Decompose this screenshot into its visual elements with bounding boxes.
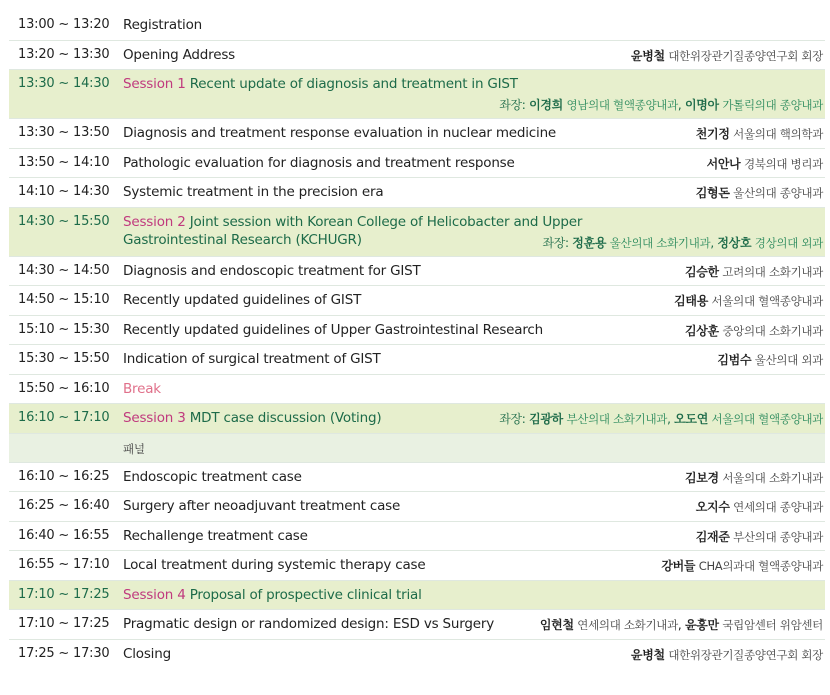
- speaker-name: 서안나: [706, 156, 741, 171]
- session-header: [9, 208, 825, 257]
- speaker-name: 김상훈: [684, 323, 719, 338]
- speaker-name: 김재준: [695, 529, 730, 544]
- program-row: [9, 316, 825, 346]
- chair-name: 오도연: [674, 412, 709, 426]
- program-row: [9, 610, 825, 640]
- time-slot: 17:25 ~ 17:30: [18, 645, 110, 661]
- session-title: Session 1 Recent update of diagnosis and treatment in GIST: [123, 76, 518, 92]
- program-row: [9, 492, 825, 522]
- speaker-affiliation: 울산의대 종양내과: [733, 186, 823, 200]
- speaker: [674, 292, 823, 309]
- item-title: Surgery after neoadjuvant treatment case: [123, 498, 401, 514]
- speaker-affiliation: 연세의대 종양내과: [733, 500, 823, 514]
- time-slot: 13:20 ~ 13:30: [18, 46, 110, 62]
- speaker-affiliation: 서울의대 핵의학과: [733, 127, 823, 141]
- speaker-name: 김태용: [674, 294, 709, 308]
- session-header: [9, 70, 825, 119]
- time-slot: 13:50 ~ 14:10: [18, 154, 110, 170]
- speaker-name: 윤홍만: [684, 618, 719, 632]
- speaker-affiliation: 울산의대 외과: [754, 353, 823, 367]
- program-row: [9, 11, 825, 41]
- time-slot: 16:55 ~ 17:10: [18, 557, 110, 572]
- speaker: [696, 498, 823, 515]
- item-title: Pragmatic design or randomized design: ESD vs Surgery: [123, 616, 494, 632]
- item-title: Indication of surgical treatment of GIST: [123, 351, 381, 367]
- time-slot: 13:30 ~ 14:30: [18, 76, 110, 91]
- item-title: Diagnosis and treatment response evaluation in nuclear medicine: [123, 125, 557, 141]
- item-title: Endoscopic treatment case: [123, 468, 302, 485]
- speaker: 임현철 연세의대 소화기내과, 윤홍만 국립암센터 위암센터: [539, 618, 823, 632]
- speaker: [685, 322, 823, 339]
- chair-name: 이명아: [684, 98, 719, 112]
- chair-affiliation: 가톨릭의대 종양내과: [722, 98, 823, 112]
- chairs: 좌장: 김광하 부산의대 소화기내과, 오도연 서울의대 혈액종양내과: [499, 412, 823, 426]
- program-row: [9, 149, 825, 179]
- panel-label: 패널: [123, 441, 145, 456]
- chair-name: 김광하: [529, 412, 563, 426]
- session-header: [9, 404, 825, 434]
- speaker-affiliation: 중앙의대 소화기내과: [722, 323, 823, 338]
- speaker-affiliation: 서울의대 혈액종양내과: [711, 294, 823, 308]
- speaker: [685, 469, 823, 486]
- speaker: [661, 557, 823, 574]
- speaker: [696, 184, 823, 201]
- program-row: [9, 551, 825, 581]
- speaker: [685, 263, 823, 280]
- item-title: Recently updated guidelines of Upper Gastrointestinal Research: [123, 321, 543, 338]
- chair-name: 이경희: [529, 98, 563, 112]
- session-label: Session 1: [123, 76, 186, 92]
- time-slot: 14:50 ~ 15:10: [18, 292, 110, 307]
- time-slot: 13:30 ~ 13:50: [18, 125, 110, 140]
- speaker: [696, 528, 823, 545]
- speaker: [696, 125, 823, 142]
- speaker-affiliation: 대한위장관기질종양연구회 회장: [668, 647, 823, 662]
- program-row: [9, 375, 825, 405]
- speaker: [717, 351, 823, 368]
- time-slot: 16:10 ~ 16:25: [18, 468, 110, 484]
- time-slot: 14:10 ~ 14:30: [18, 184, 110, 199]
- chair-name: 정훈용: [572, 235, 607, 250]
- speaker-name: 김형돈: [695, 186, 730, 200]
- speaker-name: 윤병철: [630, 48, 665, 63]
- program-row: [9, 286, 825, 316]
- speaker-name: 김보경: [684, 470, 719, 485]
- speaker-name: 김승한: [684, 264, 719, 279]
- speaker-name: 천기정: [695, 127, 730, 141]
- item-title: Registration: [123, 17, 203, 33]
- session-label: Session 3: [123, 410, 186, 426]
- chairs: 좌장: 이경희 영남의대 혈액종양내과, 이명아 가톨릭의대 종양내과: [499, 98, 823, 112]
- chair-affiliation: 서울의대 혈액종양내과: [711, 412, 823, 426]
- chair-name: 정상호: [717, 235, 752, 250]
- time-slot: 13:00 ~ 13:20: [18, 17, 110, 32]
- time-slot: 15:10 ~ 15:30: [18, 321, 110, 337]
- session-title: Session 4 Proposal of prospective clinical trial: [123, 586, 422, 603]
- time-slot: 16:25 ~ 16:40: [18, 498, 110, 513]
- speaker-name: 윤병철: [630, 647, 665, 662]
- speaker-affiliation: 고려의대 소화기내과: [722, 264, 823, 279]
- speaker: [707, 155, 823, 172]
- panel-row: [9, 434, 825, 463]
- program-row: [9, 41, 825, 71]
- item-title: Pathologic evaluation for diagnosis and treatment response: [123, 154, 515, 171]
- speaker-affiliation: 경북의대 병리과: [743, 156, 823, 171]
- item-title: Local treatment during systemic therapy case: [123, 557, 426, 573]
- break-label: Break: [123, 380, 161, 397]
- program-row: [9, 640, 825, 670]
- time-slot: 14:30 ~ 15:50: [18, 213, 110, 229]
- session-title: Session 2 Joint session with Korean College of Helicobacter and Upper Gastrointestinal Research (KCHUGR): [123, 213, 583, 248]
- item-title: Systemic treatment in the precision era: [123, 184, 384, 200]
- program-row: [9, 345, 825, 375]
- chairs: 좌장: 정훈용 울산의대 소화기내과, 정상호 경상의대 외과: [542, 235, 823, 250]
- speaker-name: 김범수: [717, 353, 752, 367]
- chair-affiliation: 부산의대 소화기내과: [566, 412, 668, 426]
- item-title: Opening Address: [123, 46, 235, 63]
- program-table: [9, 11, 825, 669]
- speaker-affiliation: 부산의대 종양내과: [733, 529, 823, 544]
- session-label: Session 2: [123, 213, 186, 230]
- speaker-affiliation: 대한위장관기질종양연구회 회장: [668, 48, 823, 63]
- speaker-name: 오지수: [695, 500, 730, 514]
- program-row: [9, 463, 825, 493]
- speaker-name: 강버들: [661, 559, 696, 573]
- chair-affiliation: 영남의대 혈액종양내과: [566, 98, 678, 112]
- session-label: Session 4: [123, 586, 186, 603]
- program-row: [9, 119, 825, 149]
- time-slot: 16:10 ~ 17:10: [18, 410, 110, 425]
- program-row: [9, 257, 825, 287]
- chair-affiliation: 울산의대 소화기내과: [609, 235, 711, 250]
- speaker-affiliation: 서울의대 소화기내과: [722, 470, 823, 485]
- time-slot: 15:50 ~ 16:10: [18, 380, 110, 396]
- program-row: [9, 522, 825, 552]
- time-slot: 16:40 ~ 16:55: [18, 527, 110, 543]
- session-header: [9, 581, 825, 611]
- time-slot: 17:10 ~ 17:25: [18, 586, 110, 602]
- time-slot: 17:10 ~ 17:25: [18, 616, 110, 631]
- time-slot: 15:30 ~ 15:50: [18, 351, 110, 366]
- speaker: [631, 47, 823, 64]
- speaker-affiliation: 연세의대 소화기내과: [577, 618, 678, 632]
- item-title: Diagnosis and endoscopic treatment for GIST: [123, 262, 421, 279]
- item-title: Rechallenge treatment case: [123, 527, 308, 544]
- item-title: Closing: [123, 645, 171, 662]
- speaker: [631, 646, 823, 663]
- program-row: [9, 178, 825, 208]
- session-title: Session 3 MDT case discussion (Voting): [123, 410, 382, 426]
- speaker-name: 임현철: [539, 618, 574, 632]
- item-title: Recently updated guidelines of GIST: [123, 292, 362, 308]
- speaker-affiliation: CHA의과대 혈액종양내과: [698, 559, 823, 573]
- speaker-affiliation: 국립암센터 위암센터: [722, 618, 823, 632]
- time-slot: 14:30 ~ 14:50: [18, 262, 110, 278]
- chair-affiliation: 경상의대 외과: [754, 235, 823, 250]
